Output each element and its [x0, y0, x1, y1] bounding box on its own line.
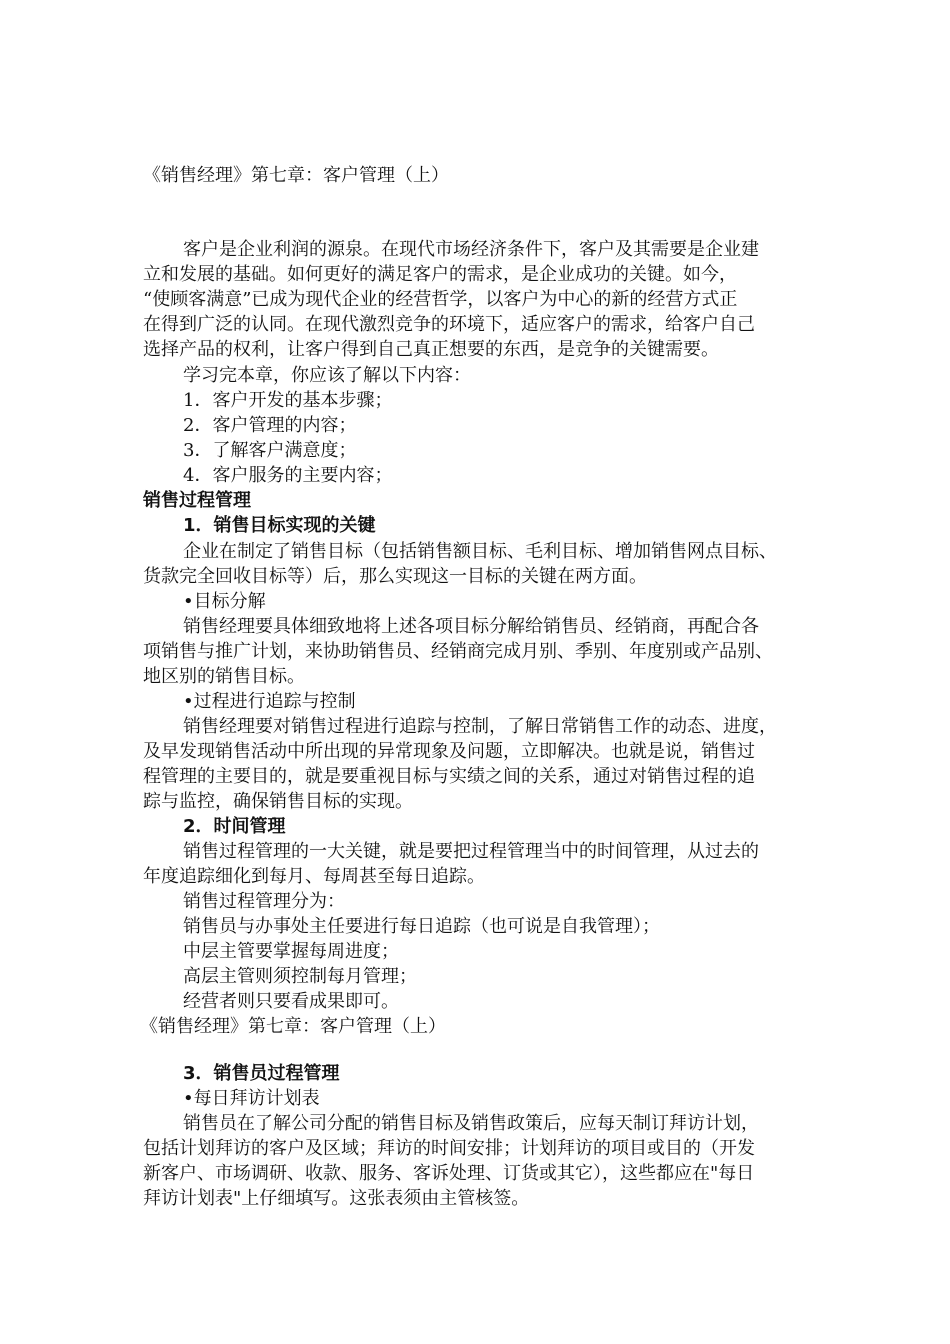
subsection-heading: 3．销售员过程管理 — [183, 1063, 340, 1084]
paragraph-line: 销售过程管理的一大关键，就是要把过程管理当中的时间管理，从过去的 — [183, 841, 759, 862]
list-item: 销售过程管理分为： — [183, 891, 345, 912]
objective-item: 2．客户管理的内容； — [183, 415, 357, 436]
paragraph-line: 销售员在了解公司分配的销售目标及销售政策后，应每天制订拜访计划， — [183, 1113, 759, 1134]
paragraph-line: 企业在制定了销售目标（包括销售额目标、毛利目标、增加销售网点目标、 — [183, 541, 777, 562]
bullet-item: •每日拜访计划表 — [183, 1088, 320, 1109]
intro-line: 客户是企业利润的源泉。在现代市场经济条件下，客户及其需要是企业建 — [183, 239, 759, 260]
intro-line: “使顾客满意”已成为现代企业的经营哲学，以客户为中心的新的经营方式正 — [143, 289, 738, 310]
paragraph-line: 货款完全回收目标等）后，那么实现这一目标的关键在两方面。 — [143, 566, 647, 587]
objective-item: 4．客户服务的主要内容； — [183, 465, 393, 486]
paragraph-line: 拜访计划表"上仔细填写。这张表须由主管核签。 — [143, 1188, 530, 1209]
bullet-item: •目标分解 — [183, 591, 266, 612]
paragraph-line: 项销售与推广计划，来协助销售员、经销商完成月别、季别、年度别或产品别、 — [143, 641, 773, 662]
paragraph-line: 及早发现销售活动中所出现的异常现象及问题，立即解决。也就是说，销售过 — [143, 741, 755, 762]
paragraph-line: 踪与监控，确保销售目标的实现。 — [143, 791, 413, 812]
section-heading: 销售过程管理 — [143, 490, 251, 511]
repeated-title: 《销售经理》第七章：客户管理（上） — [140, 1016, 446, 1037]
paragraph-line: 新客户、市场调研、收款、服务、客诉处理、订货或其它），这些都应在"每日 — [143, 1163, 755, 1184]
subsection-heading: 2．时间管理 — [183, 816, 286, 837]
study-lead: 学习完本章，你应该了解以下内容： — [183, 365, 471, 386]
paragraph-line: 年度追踪细化到每月、每周甚至每日追踪。 — [143, 866, 485, 887]
intro-line: 选择产品的权利，让客户得到自己真正想要的东西，是竞争的关键需要。 — [143, 339, 719, 360]
paragraph-line: 程管理的主要目的，就是要重视目标与实绩之间的关系，通过对销售过程的追 — [143, 766, 755, 787]
page-title: 《销售经理》第七章：客户管理（上） — [143, 165, 449, 186]
paragraph-line: 销售经理要具体细致地将上述各项目标分解给销售员、经销商，再配合各 — [183, 616, 759, 637]
paragraph-line: 销售经理要对销售过程进行追踪与控制，了解日常销售工作的动态、进度， — [183, 716, 777, 737]
objective-item: 3．了解客户满意度； — [183, 440, 357, 461]
subsection-heading: 1．销售目标实现的关键 — [183, 515, 376, 536]
list-item: 高层主管则须控制每月管理； — [183, 966, 417, 987]
paragraph-line: 地区别的销售目标。 — [143, 666, 305, 687]
intro-line: 在得到广泛的认同。在现代激烈竞争的环境下，适应客户的需求，给客户自己 — [143, 314, 755, 335]
objective-item: 1．客户开发的基本步骤； — [183, 390, 393, 411]
paragraph-line: 包括计划拜访的客户及区域；拜访的时间安排；计划拜访的项目或目的（开发 — [143, 1138, 755, 1159]
bullet-item: •过程进行追踪与控制 — [183, 691, 356, 712]
list-item: 中层主管要掌握每周进度； — [183, 941, 399, 962]
list-item: 销售员与办事处主任要进行每日追踪（也可说是自我管理）； — [183, 916, 660, 937]
list-item: 经营者则只要看成果即可。 — [183, 991, 399, 1012]
intro-line: 立和发展的基础。如何更好的满足客户的需求，是企业成功的关键。如今， — [143, 264, 737, 285]
